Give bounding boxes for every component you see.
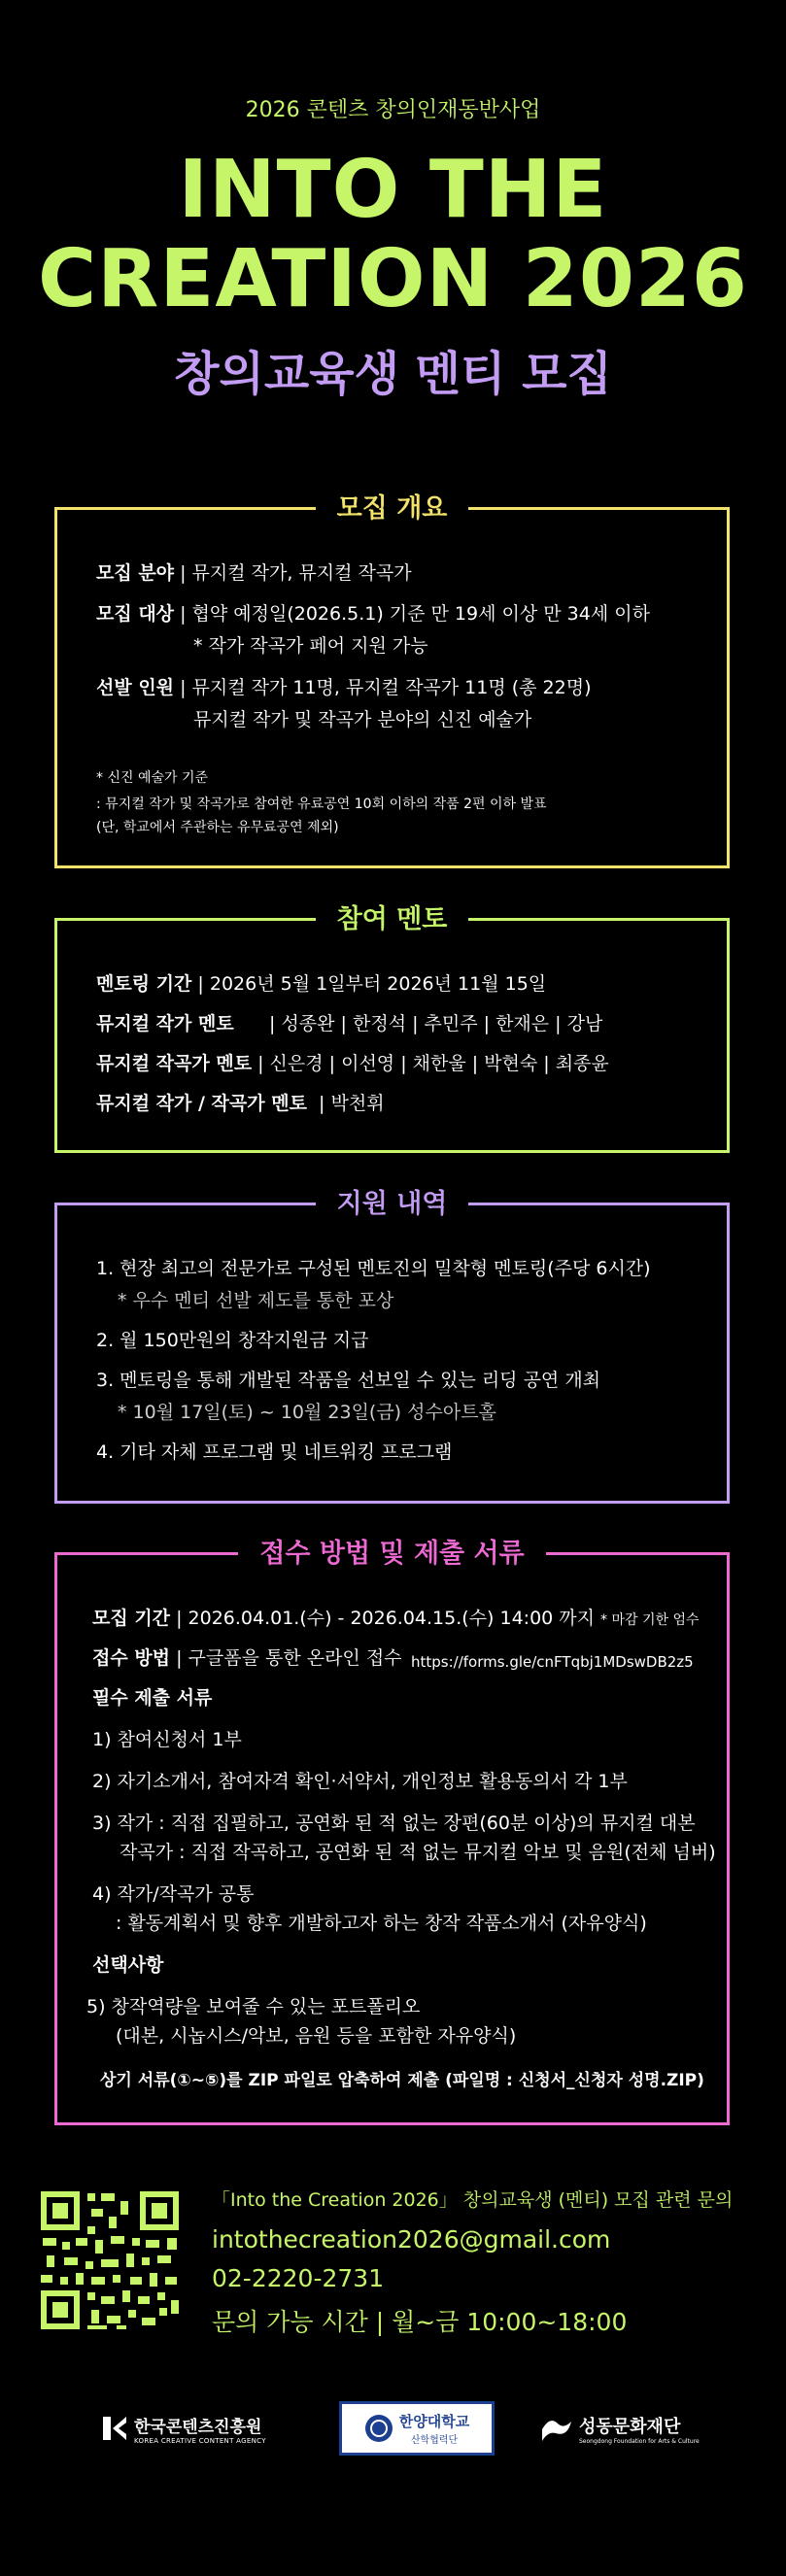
overview-heading: 모집 개요 — [316, 493, 469, 524]
seongdong-name-en: Seongdong Foundation for Arts & Culture — [579, 2437, 700, 2445]
application-form-link[interactable]: https://forms.gle/cnFTqbj1MDswDB2z5 — [411, 1653, 694, 1671]
kocca-mark-icon — [101, 2415, 128, 2442]
doc-5-title: 5) 창작역량을 보여줄 수 있는 포트폴리오 — [86, 1996, 421, 2017]
target-value: | 협약 예정일(2026.5.1) 기준 만 19세 이상 만 34세 이하 — [174, 603, 650, 625]
support-item-1: 1. 현장 최고의 전문가로 구성된 멘토진의 밀착형 멘토링(주당 6시간) — [96, 1258, 651, 1279]
writer-composer-mentor-row — [96, 1091, 385, 1116]
seongdong-foundation-logo — [540, 2401, 700, 2456]
field-value: | 뮤지컬 작가, 뮤지컬 작곡가 — [174, 562, 412, 584]
hanyang-sub: 산학협력단 — [410, 2435, 459, 2446]
writer-mentor-label: 뮤지컬 작가 멘토 — [96, 1013, 234, 1034]
page-title — [0, 146, 786, 324]
contact-phone[interactable]: 02-2220-2731 — [212, 2264, 385, 2292]
count-value: | 뮤지컬 작가 11명, 뮤지컬 작곡가 11명 (총 22명) — [174, 677, 592, 698]
page-subtitle: 창의교육생 멘티 모집 — [174, 347, 612, 401]
mentors-section — [54, 904, 730, 1153]
contact-hours: 문의 가능 시간 | 월~금 10:00~18:00 — [212, 2308, 628, 2336]
deadline-note: * 마감 기한 엄수 — [600, 1612, 700, 1628]
application-section — [54, 1539, 730, 2125]
kocca-name-en: KOREA CREATIVE CONTENT AGENCY — [134, 2436, 266, 2445]
target-row — [96, 601, 650, 627]
mentoring-period-label: 멘토링 기간 — [96, 973, 192, 995]
support-item-2: 2. 월 150만원의 창작지원금 지급 — [96, 1330, 369, 1351]
application-method-row — [92, 1645, 402, 1671]
title-line-2: CREATION 2026 — [38, 233, 748, 325]
mentors-heading-wrap — [57, 898, 727, 935]
doc-1: 1) 참여신청서 1부 — [92, 1729, 242, 1750]
application-period-row — [92, 1606, 700, 1633]
field-row — [96, 560, 412, 586]
hanyang-emblem-icon — [364, 2414, 393, 2443]
optional-docs-title: 선택사항 — [92, 1954, 164, 1976]
support-heading-wrap — [57, 1182, 727, 1220]
support-section — [54, 1189, 730, 1504]
hanyang-logo — [339, 2401, 495, 2456]
doc-3-composer: 작곡가 : 직접 작곡하고, 공연화 된 적 없는 뮤지컬 악보 및 음원(전체 넘버) — [120, 1842, 716, 1863]
fine-print-3: (단, 학교에서 주관하는 유무료공연 제외) — [96, 820, 339, 835]
overview-section — [54, 493, 730, 868]
field-label: 모집 분야 — [96, 562, 175, 584]
support-item-4: 4. 기타 자체 프로그램 및 네트워킹 프로그램 — [96, 1441, 453, 1463]
seongdong-mark-icon — [540, 2414, 573, 2443]
support-heading: 지원 내역 — [316, 1189, 469, 1219]
mentoring-period-value: | 2026년 5월 1일부터 2026년 11월 15일 — [191, 973, 547, 995]
title-line-1: INTO THE — [178, 144, 608, 236]
qr-code[interactable] — [37, 2187, 183, 2333]
support-item-1-note: * 우수 멘티 선발 제도를 통한 포상 — [118, 1290, 394, 1311]
fine-print-2: : 뮤지컬 작가 및 작곡가로 참여한 유료공연 10회 이하의 작품 2편 이하 발표 — [96, 797, 547, 812]
application-heading-wrap — [57, 1532, 727, 1570]
count-label: 선발 인원 — [96, 677, 175, 698]
count-row — [96, 675, 592, 700]
doc-4-desc: : 활동계획서 및 향후 개발하고자 하는 창작 작품소개서 (자유양식) — [116, 1913, 647, 1934]
kocca-name-kr: 한국콘텐츠진흥원 — [134, 2417, 262, 2437]
contact-title: 「Into the Creation 2026」 창의교육생 (멘티) 모집 관련 문의 — [212, 2189, 734, 2211]
hanyang-name: 한양대학교 — [398, 2413, 470, 2430]
doc-4-title: 4) 작가/작곡가 공통 — [92, 1883, 255, 1905]
doc-5-desc: (대본, 시놉시스/악보, 음원 등을 포함한 자유양식) — [116, 2025, 517, 2047]
writer-mentor-list: | 성종완 | 한정석 | 추민주 | 한재은 | 강남 — [269, 1013, 603, 1034]
support-item-3: 3. 멘토링을 통해 개발된 작품을 선보일 수 있는 리딩 공연 개최 — [96, 1370, 601, 1391]
doc-2: 2) 자기소개서, 참여자격 확인·서약서, 개인정보 활용동의서 각 1부 — [92, 1771, 628, 1792]
zip-submission-note: 상기 서류(①~⑤)를 ZIP 파일로 압축하여 제출 (파일명 : 신청서_신청자 성명.ZIP) — [100, 2071, 704, 2090]
target-label: 모집 대상 — [96, 603, 175, 625]
qr-code-graphic — [37, 2187, 183, 2333]
contact-email[interactable]: intothecreation2026@gmail.com — [212, 2225, 611, 2254]
seongdong-name-kr: 성동문화재단 — [579, 2416, 681, 2437]
writer-composer-mentor-list: | 박천휘 — [319, 1093, 385, 1114]
required-docs-title: 필수 제출 서류 — [92, 1687, 213, 1709]
composer-mentor-label: 뮤지컬 작곡가 멘토 — [96, 1053, 253, 1074]
application-method-label: 접수 방법 — [92, 1647, 171, 1669]
application-heading: 접수 방법 및 제출 서류 — [238, 1539, 545, 1569]
target-note: * 작가 작곡가 페어 지원 가능 — [193, 635, 428, 657]
support-item-3-note: * 10월 17일(토) ~ 10월 23일(금) 성수아트홀 — [118, 1402, 496, 1423]
fine-print-1: * 신진 예술가 기준 — [96, 770, 209, 786]
application-period-label: 모집 기간 — [92, 1608, 171, 1629]
mentors-heading: 참여 멘토 — [316, 904, 469, 934]
kocca-logo — [101, 2401, 266, 2456]
writer-composer-mentor-label: 뮤지컬 작가 / 작곡가 멘토 — [96, 1093, 307, 1114]
overview-heading-wrap — [57, 487, 727, 525]
doc-3-writer: 3) 작가 : 직접 집필하고, 공연화 된 적 없는 장편(60분 이상)의 뮤지컬 대본 — [92, 1813, 696, 1834]
count-note: 뮤지컬 작가 및 작곡가 분야의 신진 예술가 — [193, 709, 532, 730]
mentoring-period-row — [96, 971, 546, 997]
program-kicker: 2026 콘텐츠 창의인재동반사업 — [245, 98, 541, 122]
application-method-value: | 구글폼을 통한 온라인 접수 — [170, 1647, 402, 1669]
composer-mentor-list: | 신은경 | 이선영 | 채한울 | 박현숙 | 최종윤 — [257, 1053, 609, 1074]
writer-mentor-row — [96, 1011, 602, 1036]
composer-mentor-row — [96, 1051, 609, 1076]
application-period-value: | 2026.04.01.(수) - 2026.04.15.(수) 14:00 까지 — [170, 1608, 595, 1629]
